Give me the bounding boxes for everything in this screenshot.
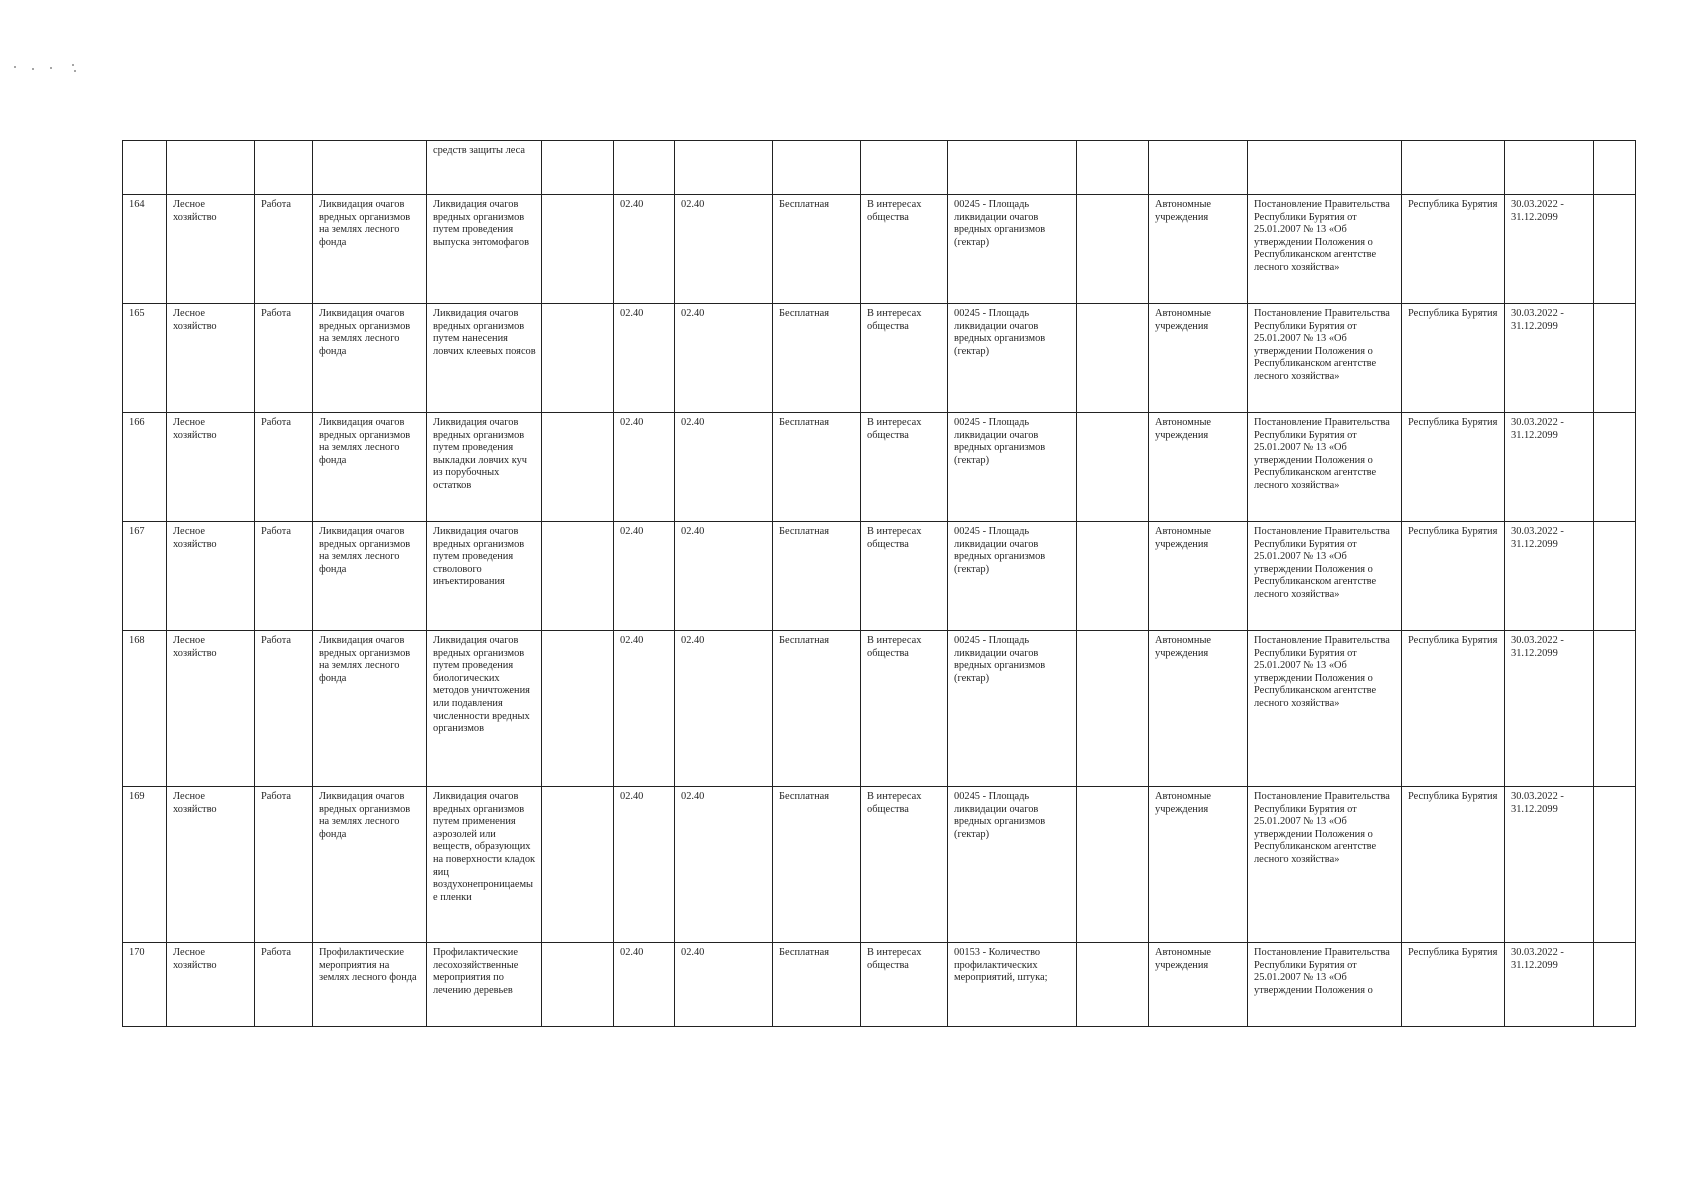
empty-cell bbox=[542, 522, 614, 631]
measure-tail: средств защиты леса bbox=[427, 141, 542, 195]
region-cell: Республика Бурятия bbox=[1402, 787, 1505, 943]
interest-cell: В интересах общества bbox=[861, 195, 948, 304]
table-row bbox=[123, 787, 1636, 943]
basis-cell: Постановление Правительства Республики Бурятия от 25.01.2007 № 13 «Об утверждении Положения о Республиканском агентстве лесного хозяйства» bbox=[1248, 522, 1402, 631]
code-cell: 02.40 bbox=[614, 631, 675, 787]
row-number: 164 bbox=[123, 195, 167, 304]
name-cell: Ликвидация очагов вредных организмов на землях лесного фонда bbox=[313, 631, 427, 787]
code-cell: 02.40 bbox=[675, 631, 773, 787]
type-cell: Работа bbox=[255, 943, 313, 1027]
type-cell: Работа bbox=[255, 413, 313, 522]
code-cell: 02.40 bbox=[614, 304, 675, 413]
empty-cell bbox=[1594, 631, 1636, 787]
payment-cell: Бесплатная bbox=[773, 413, 861, 522]
basis-cell: Постановление Правительства Республики Бурятия от 25.01.2007 № 13 «Об утверждении Положения о Республиканском агентстве лесного хозяйства» bbox=[1248, 304, 1402, 413]
empty-cell bbox=[1594, 413, 1636, 522]
indicator-cell: 00245 - Площадь ликвидации очагов вредных организмов (гектар) bbox=[948, 522, 1077, 631]
code-cell: 02.40 bbox=[675, 787, 773, 943]
content-cell: Профилактические лесохозяйственные мероприятия по лечению деревьев bbox=[427, 943, 542, 1027]
indicator-cell: 00245 - Площадь ликвидации очагов вредных организмов (гектар) bbox=[948, 195, 1077, 304]
empty-cell bbox=[1594, 304, 1636, 413]
region-cell: Республика Бурятия bbox=[1402, 195, 1505, 304]
payment-cell: Бесплатная bbox=[773, 787, 861, 943]
period-cell: 30.03.2022 - 31.12.2099 bbox=[1505, 943, 1594, 1027]
table-row bbox=[123, 413, 1636, 522]
basis-cell: Постановление Правительства Республики Бурятия от 25.01.2007 № 13 «Об утверждении Положения о Республиканском агентстве лесного хозяйства» bbox=[1248, 631, 1402, 787]
code-cell: 02.40 bbox=[675, 943, 773, 1027]
region-cell: Республика Бурятия bbox=[1402, 631, 1505, 787]
empty-cell bbox=[542, 304, 614, 413]
payment-cell: Бесплатная bbox=[773, 943, 861, 1027]
period-cell: 30.03.2022 - 31.12.2099 bbox=[1505, 631, 1594, 787]
sector-cell: Лесное хозяйство bbox=[167, 522, 255, 631]
empty-cell bbox=[1077, 304, 1149, 413]
empty-cell bbox=[1077, 195, 1149, 304]
row-number: 166 bbox=[123, 413, 167, 522]
empty-cell bbox=[542, 787, 614, 943]
content-cell: Ликвидация очагов вредных организмов путем проведения стволового инъектирования bbox=[427, 522, 542, 631]
institution-cell: Автономные учреждения bbox=[1149, 787, 1248, 943]
institution-cell: Автономные учреждения bbox=[1149, 943, 1248, 1027]
code-cell: 02.40 bbox=[614, 522, 675, 631]
sector-cell: Лесное хозяйство bbox=[167, 413, 255, 522]
period-cell: 30.03.2022 - 31.12.2099 bbox=[1505, 195, 1594, 304]
empty-cell bbox=[1077, 522, 1149, 631]
institution-cell: Автономные учреждения bbox=[1149, 195, 1248, 304]
indicator-cell: 00245 - Площадь ликвидации очагов вредных организмов (гектар) bbox=[948, 304, 1077, 413]
sector-cell: Лесное хозяйство bbox=[167, 195, 255, 304]
name-cell: Ликвидация очагов вредных организмов на землях лесного фонда bbox=[313, 304, 427, 413]
code-cell: 02.40 bbox=[675, 413, 773, 522]
institution-cell: Автономные учреждения bbox=[1149, 304, 1248, 413]
content-cell: Ликвидация очагов вредных организмов путем применения аэрозолей или веществ, образующих на поверхности кладок яиц воздухонепроницаемые пленки bbox=[427, 787, 542, 943]
type-cell: Работа bbox=[255, 195, 313, 304]
table-row bbox=[123, 522, 1636, 631]
payment-cell: Бесплатная bbox=[773, 304, 861, 413]
continuation-row bbox=[123, 141, 1636, 195]
type-cell: Работа bbox=[255, 787, 313, 943]
sector-cell: Лесное хозяйство bbox=[167, 943, 255, 1027]
region-cell: Республика Бурятия bbox=[1402, 522, 1505, 631]
row-number: 170 bbox=[123, 943, 167, 1027]
empty-cell bbox=[1594, 943, 1636, 1027]
institution-cell: Автономные учреждения bbox=[1149, 522, 1248, 631]
code-cell: 02.40 bbox=[614, 413, 675, 522]
payment-cell: Бесплатная bbox=[773, 522, 861, 631]
empty-cell bbox=[1594, 787, 1636, 943]
sector-cell: Лесное хозяйство bbox=[167, 787, 255, 943]
empty-cell bbox=[1077, 943, 1149, 1027]
table-row bbox=[123, 631, 1636, 787]
payment-cell: Бесплатная bbox=[773, 631, 861, 787]
basis-cell: Постановление Правительства Республики Бурятия от 25.01.2007 № 13 «Об утверждении Положения о Республиканском агентстве лесного хозяйства» bbox=[1248, 195, 1402, 304]
interest-cell: В интересах общества bbox=[861, 413, 948, 522]
name-cell: Ликвидация очагов вредных организмов на землях лесного фонда bbox=[313, 522, 427, 631]
indicator-cell: 00245 - Площадь ликвидации очагов вредных организмов (гектар) bbox=[948, 413, 1077, 522]
indicator-cell: 00153 - Количество профилактических мероприятий, штука; bbox=[948, 943, 1077, 1027]
period-cell: 30.03.2022 - 31.12.2099 bbox=[1505, 787, 1594, 943]
content-cell: Ликвидация очагов вредных организмов путем нанесения ловчих клеевых поясов bbox=[427, 304, 542, 413]
type-cell: Работа bbox=[255, 631, 313, 787]
name-cell: Ликвидация очагов вредных организмов на землях лесного фонда bbox=[313, 787, 427, 943]
payment-cell: Бесплатная bbox=[773, 195, 861, 304]
code-cell: 02.40 bbox=[614, 943, 675, 1027]
empty-cell bbox=[542, 413, 614, 522]
indicator-cell: 00245 - Площадь ликвидации очагов вредных организмов (гектар) bbox=[948, 631, 1077, 787]
interest-cell: В интересах общества bbox=[861, 787, 948, 943]
row-number: 165 bbox=[123, 304, 167, 413]
content-cell: Ликвидация очагов вредных организмов путем проведения биологических методов уничтожения или подавления численности вредных организмов bbox=[427, 631, 542, 787]
institution-cell: Автономные учреждения bbox=[1149, 631, 1248, 787]
period-cell: 30.03.2022 - 31.12.2099 bbox=[1505, 522, 1594, 631]
empty-cell bbox=[542, 631, 614, 787]
row-number: 169 bbox=[123, 787, 167, 943]
content-cell: Ликвидация очагов вредных организмов путем проведения выкладки ловчих куч из порубочных остатков bbox=[427, 413, 542, 522]
empty-cell bbox=[1077, 631, 1149, 787]
name-cell: Ликвидация очагов вредных организмов на землях лесного фонда bbox=[313, 195, 427, 304]
period-cell: 30.03.2022 - 31.12.2099 bbox=[1505, 304, 1594, 413]
sector-cell: Лесное хозяйство bbox=[167, 631, 255, 787]
empty-cell bbox=[1594, 195, 1636, 304]
interest-cell: В интересах общества bbox=[861, 943, 948, 1027]
row-number: 167 bbox=[123, 522, 167, 631]
table-row bbox=[123, 943, 1636, 1027]
empty-cell bbox=[542, 943, 614, 1027]
interest-cell: В интересах общества bbox=[861, 631, 948, 787]
table-row bbox=[123, 195, 1636, 304]
row-number: 168 bbox=[123, 631, 167, 787]
region-cell: Республика Бурятия bbox=[1402, 413, 1505, 522]
code-cell: 02.40 bbox=[614, 195, 675, 304]
type-cell: Работа bbox=[255, 522, 313, 631]
empty-cell bbox=[1594, 522, 1636, 631]
basis-cell: Постановление Правительства Республики Бурятия от 25.01.2007 № 13 «Об утверждении Положения о bbox=[1248, 943, 1402, 1027]
name-cell: Профилактические мероприятия на землях лесного фонда bbox=[313, 943, 427, 1027]
basis-cell: Постановление Правительства Республики Бурятия от 25.01.2007 № 13 «Об утверждении Положения о Республиканском агентстве лесного хозяйства» bbox=[1248, 787, 1402, 943]
content-cell: Ликвидация очагов вредных организмов путем проведения выпуска энтомофагов bbox=[427, 195, 542, 304]
interest-cell: В интересах общества bbox=[861, 522, 948, 631]
code-cell: 02.40 bbox=[675, 304, 773, 413]
registry-table bbox=[122, 140, 1636, 1027]
code-cell: 02.40 bbox=[675, 195, 773, 304]
name-cell: Ликвидация очагов вредных организмов на землях лесного фонда bbox=[313, 413, 427, 522]
period-cell: 30.03.2022 - 31.12.2099 bbox=[1505, 413, 1594, 522]
type-cell: Работа bbox=[255, 304, 313, 413]
code-cell: 02.40 bbox=[614, 787, 675, 943]
sector-cell: Лесное хозяйство bbox=[167, 304, 255, 413]
region-cell: Республика Бурятия bbox=[1402, 304, 1505, 413]
basis-cell: Постановление Правительства Республики Бурятия от 25.01.2007 № 13 «Об утверждении Положения о Республиканском агентстве лесного хозяйства» bbox=[1248, 413, 1402, 522]
institution-cell: Автономные учреждения bbox=[1149, 413, 1248, 522]
interest-cell: В интересах общества bbox=[861, 304, 948, 413]
indicator-cell: 00245 - Площадь ликвидации очагов вредных организмов (гектар) bbox=[948, 787, 1077, 943]
code-cell: 02.40 bbox=[675, 522, 773, 631]
empty-cell bbox=[1077, 787, 1149, 943]
region-cell: Республика Бурятия bbox=[1402, 943, 1505, 1027]
empty-cell bbox=[1077, 413, 1149, 522]
table-row bbox=[123, 304, 1636, 413]
scan-specks bbox=[10, 60, 80, 80]
empty-cell bbox=[542, 195, 614, 304]
